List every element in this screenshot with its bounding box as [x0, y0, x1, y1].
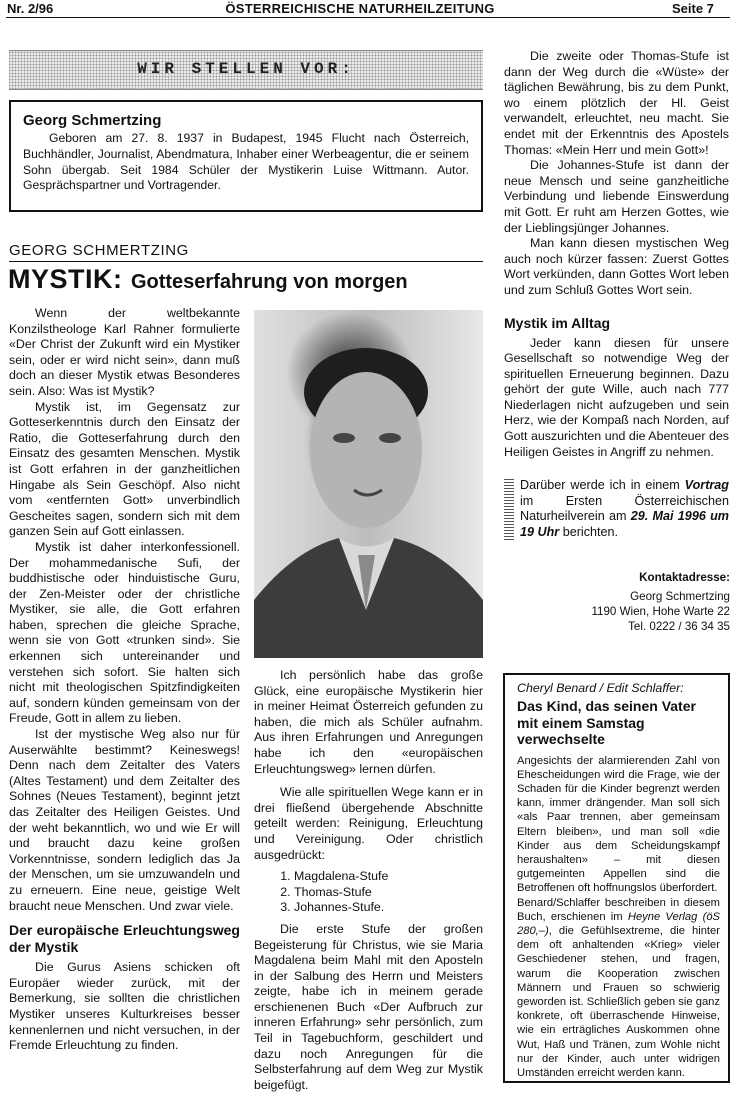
contact-name: Georg Schmertzing — [630, 590, 730, 603]
bio-name: Georg Schmertzing — [23, 112, 162, 129]
announcement-emphasis: Vortrag — [684, 478, 729, 492]
paragraph: Mystik ist daher interkonfessionell. Der mohammedanische Sufi, der buddhistische oder hinduistische Guru, der Zen-Meister oder der christliche Mystiker, sie alle, die Gott erfahren haben, sprechen die gleiche Sprache, wenn sie von Gott «trunken sind». Sie erkennen sich untereinander und verstehen sich sofort. Sie halten sich nicht mit theologischen Spitzfindigkeiten auf, sondern künden gemeinsam von der Freude, Gott in allem zu lieben. — [9, 539, 240, 726]
publication-name: ÖSTERREICHISCHE NATURHEILZEITUNG — [225, 1, 495, 16]
paragraph: Mystik ist, im Gegensatz zur Gotteserkenntnis durch den Einsatz der Ratio, die Gotteserfahrung durch den Einsatz des gesamten Menschen. Mystik ist Gott erfahren in der ganzheitlichen Hingabe als Sein Geschöpf. Also nicht vom «entfernten Gott» unverbindlich Gescheites sagen, sondern sich mit dem ganzen Sein auf Gott einlassen. — [9, 399, 240, 539]
article-column-1 — [9, 306, 240, 1054]
article-title-main: MYSTIK: — [8, 264, 123, 294]
paragraph: Man kann diesen mystischen Weg auch noch kürzer fassen: Zuerst Gottes Wort verkünden, dann Gottes Wort leben und zum Schluß Gottes Wort sein. — [504, 236, 729, 297]
review-authors: Cheryl Benard / Edit Schlaffer: — [517, 681, 684, 695]
list-item: 3. Johannes-Stufe. — [294, 900, 483, 916]
page-number: Seite 7 — [672, 1, 714, 16]
paragraph: Wenn der weltbekannte Konzilstheologe Karl Rahner formulierte «Der Christ der Zukunft wird ein Mystiker sein, oder er wird nicht sein», dann muß doch an dieser Mystik etwas Besonderes sein. Also: Was ist Mystik? — [9, 306, 240, 398]
paragraph: Ist der mystische Weg also nur für Auserwählte bestimmt? Keineswegs! Denn nach dem Zeitalter des Vaters (Altes Testament) und dem Zeitalter des Sohnes (Neues Testament), beginnt jetzt das Zeitalter des Heiligen Geistes. Und der weht bekanntlich, wo und wie Er will und braucht dazu keine großen Vorkenntnisse, sondern lediglich das Ja der Menschen, um sie umzuwandeln und zu erneuern. Eine neue, geistige Welt braucht neue Menschen. Und zwar viele. — [9, 727, 240, 913]
header-rule — [6, 17, 730, 18]
paragraph: Wie alle spirituellen Wege kann er in drei fließend übergehende Abschnitte geteilt werden: Reinigung, Erleuchtung und Vereinigung. Oder christlich ausgedrückt: — [254, 785, 483, 862]
subheading-erleuchtungsweg: Der europäische Erleuchtungsweg der Mystik — [9, 922, 240, 956]
paragraph: Jeder kann diesen für unsere Gesellschaft so notwendige Weg der spirituellen Erneuerung beginnen. Dazu gehört der gute Wille, auch nach 777 Niederlagen nicht aufzugeben und sein Herz, wie der Kompaß nach Norden, auf Gott auszurichten und die Abenteuer des Heiligen Geistes in Angriff zu nehmen. — [504, 335, 729, 459]
lecture-announcement — [504, 478, 729, 542]
contact-block — [560, 570, 730, 634]
paragraph: Ich persönlich habe das große Glück, eine europäische Mystikerin hier in meiner Heimat Österreich gefunden zu haben, die mich als Schüler aufnahm. Aus ihren Erfahrungen und Anregungen habe ich den «europäischen Erleuchtungsweg» lernen dürfen. — [254, 668, 483, 776]
review-body — [517, 754, 720, 1081]
portrait-image — [254, 310, 483, 658]
list-item: 2. Thomas-Stufe — [294, 885, 483, 901]
contact-label: Kontaktadresse: — [639, 571, 730, 584]
banner-text: WIR STELLEN VOR: — [137, 60, 355, 78]
publisher-emphasis: Heyne Verlag (öS 280,–) — [517, 910, 721, 937]
announcement-text: Darüber werde ich in einem Vortrag im Ersten Österreichischen Naturheilverein am 29. Mai 1996 um 19 Uhr berichten. — [520, 478, 729, 539]
author-rule — [9, 261, 483, 262]
bio-box — [9, 100, 483, 212]
review-title: Das Kind, das seinen Vater mit einem Samstag verwechselte — [517, 698, 696, 747]
announcement-date: 29. Mai 1996 um 19 Uhr — [520, 509, 729, 539]
paragraph: Die Johannes-Stufe ist dann der neue Mensch und seine ganzheitliche Verbindung und liebende Einswerdung mit Gott. Er ruht am Herzen Gottes, wie der Lieblingsjünger Johannes. — [504, 158, 729, 235]
contact-phone: Tel. 0222 / 36 34 35 — [628, 620, 730, 633]
section-banner — [9, 50, 483, 90]
paragraph: Die zweite oder Thomas-Stufe ist dann der Weg durch die «Wüste» der täglichen Bewährung, bis zu dem Punkt, wo einem plötzlich der Hl. Geist verwandelt, erleuchtet, neu macht. Sie endet mit der Erkenntnis des Apostels Thomas: «Mein Herr und mein Gott»! — [504, 49, 729, 157]
list-item: 1. Magdalena-Stufe — [294, 869, 483, 885]
announcement-marker — [504, 478, 514, 540]
article-column-3 — [504, 49, 729, 460]
article-title-rest: Gotteserfahrung von morgen — [130, 271, 408, 293]
article-title — [8, 264, 408, 295]
paragraph: Angesichts der alarmierenden Zahl von Ehescheidungen wird die Frage, wie der Schaden für die Kinder begrenzt werden kann, immer drängender. Man soll sich «als Paar trennen, aber gemeinsam Eltern bleiben», und man soll «die Kinder aus dem Scheidungskampf heraushalten» – mit diesen gutgemeinten Appellen sind die Betroffenen oft hoffnungslos überfordert. — [517, 754, 720, 895]
book-review-box — [503, 673, 730, 1083]
bio-text: Geboren am 27. 8. 1937 in Budapest, 1945 Flucht nach Österreich, Buchhändler, Journalist, Abendmatura, Inhaber einer Werbeagentur, die er seinem Sohn übergab. Seit 1984 Schüler der Mystikerin Luise Wittmann. Autor. Gesprächspartner und Vortragender. — [23, 131, 469, 193]
subheading-mystik-im-alltag: Mystik im Alltag — [504, 314, 611, 331]
author-photo — [254, 310, 483, 658]
article-column-2 — [254, 668, 483, 1093]
paragraph: Die Gurus Asiens schicken oft Europäer wieder zurück, mit der Bemerkung, sie sollten die christlichen Mystiker unseres Kulturkreises besser kennenlernen und nicht versuchen, in der Fremde Erleuchtung zu finden. — [9, 960, 240, 1053]
paragraph: Die erste Stufe der großen Begeisterung für Christus, wie sie Maria Magdalena beim Mahl mit den Aposteln in der Salbung des Herrn und Meisters zeigte, habe ich in meinem gerade erschienenen Buch «Der Aufbruch zur inneren Erfahrung» sehr persönlich, zum Teil in Tagebuchform, geschildert und dazu noch Anregungen für die Selbsterfahrung auf dem Weg zur Mystik beigefügt. — [254, 921, 483, 1092]
contact-address: 1190 Wien, Hohe Warte 22 — [591, 605, 730, 618]
issue-number: Nr. 2/96 — [7, 1, 54, 16]
steps-list — [254, 869, 483, 916]
article-author: GEORG SCHMERTZING — [9, 242, 189, 259]
paragraph: Benard/Schlaffer beschreiben in diesem Buch, erschienen im Heyne Verlag (öS 280,–), die Gefühlsextreme, die hinter dem oft anhaltenden «Krieg» vieler Geschiedener stehen, und fragen, warum die Kooperation zwischen Männern und Frauen so schwierig geworden ist. Schließlich geben sie ganz konkrete, oft überraschende Hinweise, wie ein erträgliches Auskommen ohne Wut, Haß und Tränen, zum Wohle nicht nur der Kinder, auch unter widrigen Umständen erreicht werden kann. — [517, 896, 721, 1079]
